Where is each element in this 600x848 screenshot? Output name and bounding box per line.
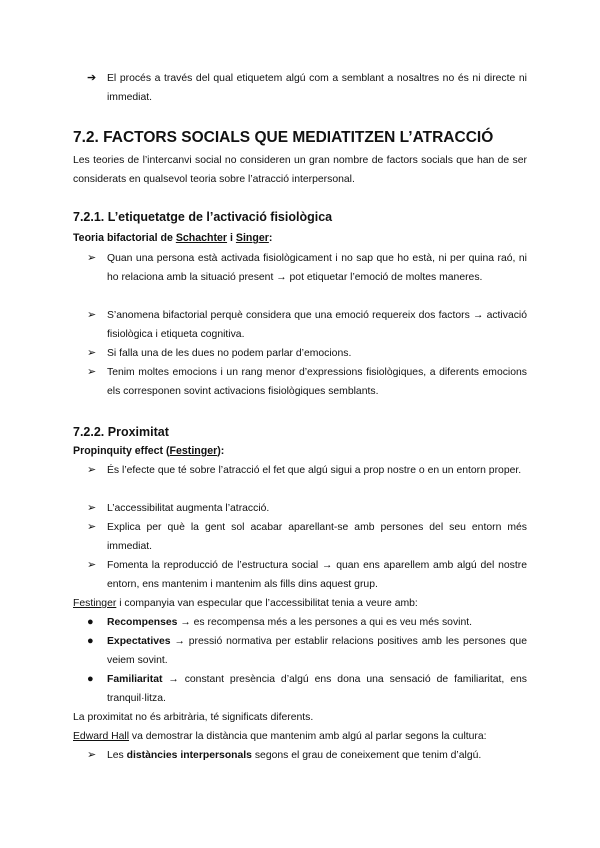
chevron-icon: ➢ — [87, 749, 97, 761]
bullet-item: ● Familiaritat → constant presència d’algú ens dona una sensació de familiaritat, ens tranquil·litza. — [107, 670, 527, 708]
list-item: ➢ Si falla una de les dues no podem parlar d’emocions. — [107, 344, 527, 363]
not-arbitrary-text: La proximitat no és arbitrària, té significats diferents. — [73, 712, 314, 723]
list-item: ➢ Explica per què la gent sol acabar aparellant-se amb persones del seu entorn més immediat. — [107, 518, 527, 556]
chevron-icon: ➢ — [87, 366, 97, 378]
author-edward-hall: Edward Hall — [73, 731, 130, 742]
chevron-icon: ➢ — [87, 559, 97, 571]
chevron-icon: ➢ — [87, 464, 97, 476]
list-item: ➢ L’accessibilitat augmenta l’atracció. — [107, 499, 527, 518]
list-item: ➢ Fomenta la reproducció de l’estructura social → quan ens aparellem amb algú del nostre entorn, ens mantenim i mantenim als fills dins aquest grup. — [107, 556, 527, 594]
author-schachter: Schachter — [175, 232, 228, 244]
intro-item: ➔ El procés a través del qual etiquetem algú com a semblant a nosaltres no és ni directe ni immediat. — [107, 69, 527, 107]
chevron-icon: ➢ — [87, 521, 97, 533]
list-item: ➢ Quan una persona està activada fisiològicament i no sap que ho està, ni per quina raó, ni ho relaciona amb la situació present → pot etiquetar l’emoció de moltes maneres. — [107, 249, 527, 287]
bullet-icon: ● — [87, 673, 94, 685]
bullet-item: ● Expectatives → pressió normativa per establir relacions positives amb les persones que veiem sovint. — [107, 632, 527, 670]
list-item: ➢ Les distàncies interpersonals segons el grau de coneixement que tenim d’algú. — [107, 746, 527, 765]
author-singer: Singer — [235, 232, 269, 244]
chevron-icon: ➢ — [87, 502, 97, 514]
sub2-title: 7.2.2. Proximitat — [73, 425, 169, 439]
author-festinger: Festinger — [169, 445, 218, 457]
chevron-icon: ➢ — [87, 309, 97, 321]
list-item: ➢ És l’efecte que té sobre l’atracció el fet que algú sigui a prop nostre o en un entorn proper. — [107, 461, 527, 480]
theory-heading: Teoria bifactorial de Schachter i Singer: — [73, 232, 273, 244]
chevron-icon: ➢ — [87, 252, 97, 264]
hall-paragraph: Edward Hall va demostrar la distància que mantenim amb algú al parlar segons la cultura: — [73, 731, 487, 742]
section-title: 7.2. FACTORS SOCIALS QUE MEDIATITZEN L’ATRACCIÓ — [73, 129, 494, 146]
list-item: ➢ Tenim moltes emocions i un rang menor d’expressions fisiològiques, a diferents emocions els corresponen sovint activacions fisiològiques semblants. — [107, 363, 527, 401]
effect-heading: Propinquity effect (Festinger): — [73, 445, 225, 457]
bullet-icon: ● — [87, 635, 94, 647]
chevron-icon: ➢ — [87, 347, 97, 359]
sub1-title: 7.2.1. L’etiquetatge de l’activació fisiològica — [73, 210, 333, 224]
list-item: ➢ S’anomena bifactorial perquè considera que una emoció requereix dos factors → activació fisiològica i etiqueta cognitiva. — [107, 306, 527, 344]
section-intro: Les teories de l’intercanvi social no consideren un gran nombre de factors socials que han de ser considerats en qualsevol teoria sobre l’atracció interpersonal. — [73, 155, 527, 185]
author-festinger: Festinger — [73, 598, 117, 609]
festinger-paragraph: Festinger i companyia van especular que l’accessibilitat tenia a veure amb: — [73, 598, 418, 609]
bullet-icon: ● — [87, 616, 94, 628]
arrow-icon: ➔ — [87, 72, 97, 84]
bullet-item: ● Recompenses → es recompensa més a les persones a qui es veu més sovint. — [107, 613, 527, 632]
